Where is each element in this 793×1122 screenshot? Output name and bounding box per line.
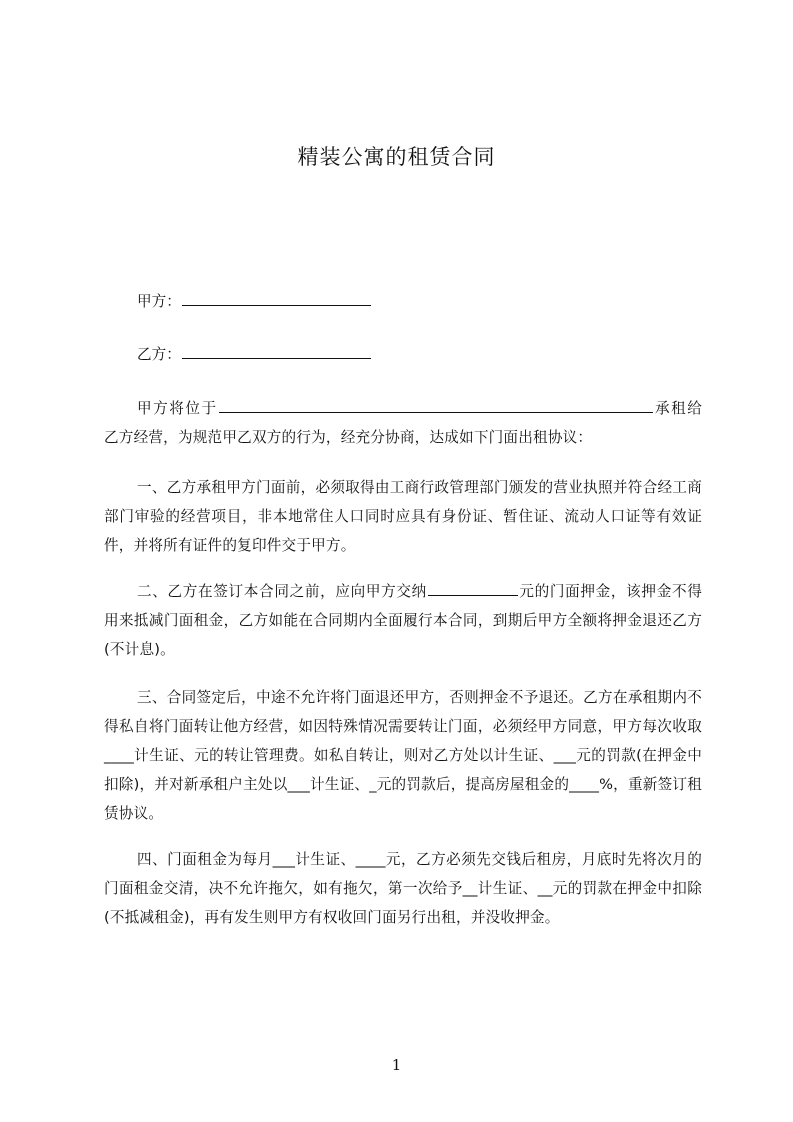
location-blank[interactable] [219, 397, 653, 413]
deposit-blank[interactable] [428, 580, 518, 596]
party-a-line [137, 290, 372, 313]
clause-2-tail: 元的门面押金，该押金不得用来抵减门面租金，乙方如能在合同期内全面履行本合同，到期后甲方全额将押金退还乙方(不计息)。 [104, 583, 702, 658]
page-number: 1 [391, 1056, 402, 1074]
party-a-blank[interactable] [182, 290, 371, 306]
intro-paragraph [104, 394, 702, 452]
party-b-label: 乙方： [137, 346, 181, 363]
party-b-line [137, 343, 372, 366]
clause-2-lead: 二、乙方在签订本合同之前，应向甲方交纳 [137, 583, 427, 600]
party-b-blank[interactable] [182, 343, 371, 359]
clause-2 [104, 577, 702, 664]
document-title: 精装公寓的租赁合同 [297, 145, 496, 169]
clause-3: 三、合同签定后，中途不允许将门面退还甲方，否则押金不予退还。乙方在承租期内不得私自将门面转让他方经营，如因特殊情况需要转让门面，必须经甲方同意，甲方每次收取____计生证、元的转让管理费。如私自转让，则对乙方处以计生证、___元的罚款(在押金中扣除)，并对新承租户主处以___计生证、_元的罚款后，提高房屋租金的____%，重新签订租赁协议。 [104, 689, 702, 822]
clause-4: 四、门面租金为每月___计生证、____元，乙方必须先交钱后租房，月底时先将次月的门面租金交清，决不允许拖欠，如有拖欠，第一次给予__计生证、__元的罚款在押金中扣除(不抵减租金)，再有发生则甲方有权收回门面另行出租，并没收押金。 [104, 851, 702, 926]
party-a-label: 甲方： [137, 293, 181, 310]
intro-tail: 承租给乙方经营，为规范甲乙双方的行为，经充分协商，达成如下门面出租协议： [104, 400, 702, 446]
intro-lead: 甲方将位于 [137, 400, 218, 417]
clause-1: 一、乙方承租甲方门面前，必须取得由工商行政管理部门颁发的营业执照并符合经工商部门审验的经营项目，非本地常住人口同时应具有身份证、暂住证、流动人口证等有效证件，并将所有证件的复印件交于甲方。 [104, 479, 702, 554]
